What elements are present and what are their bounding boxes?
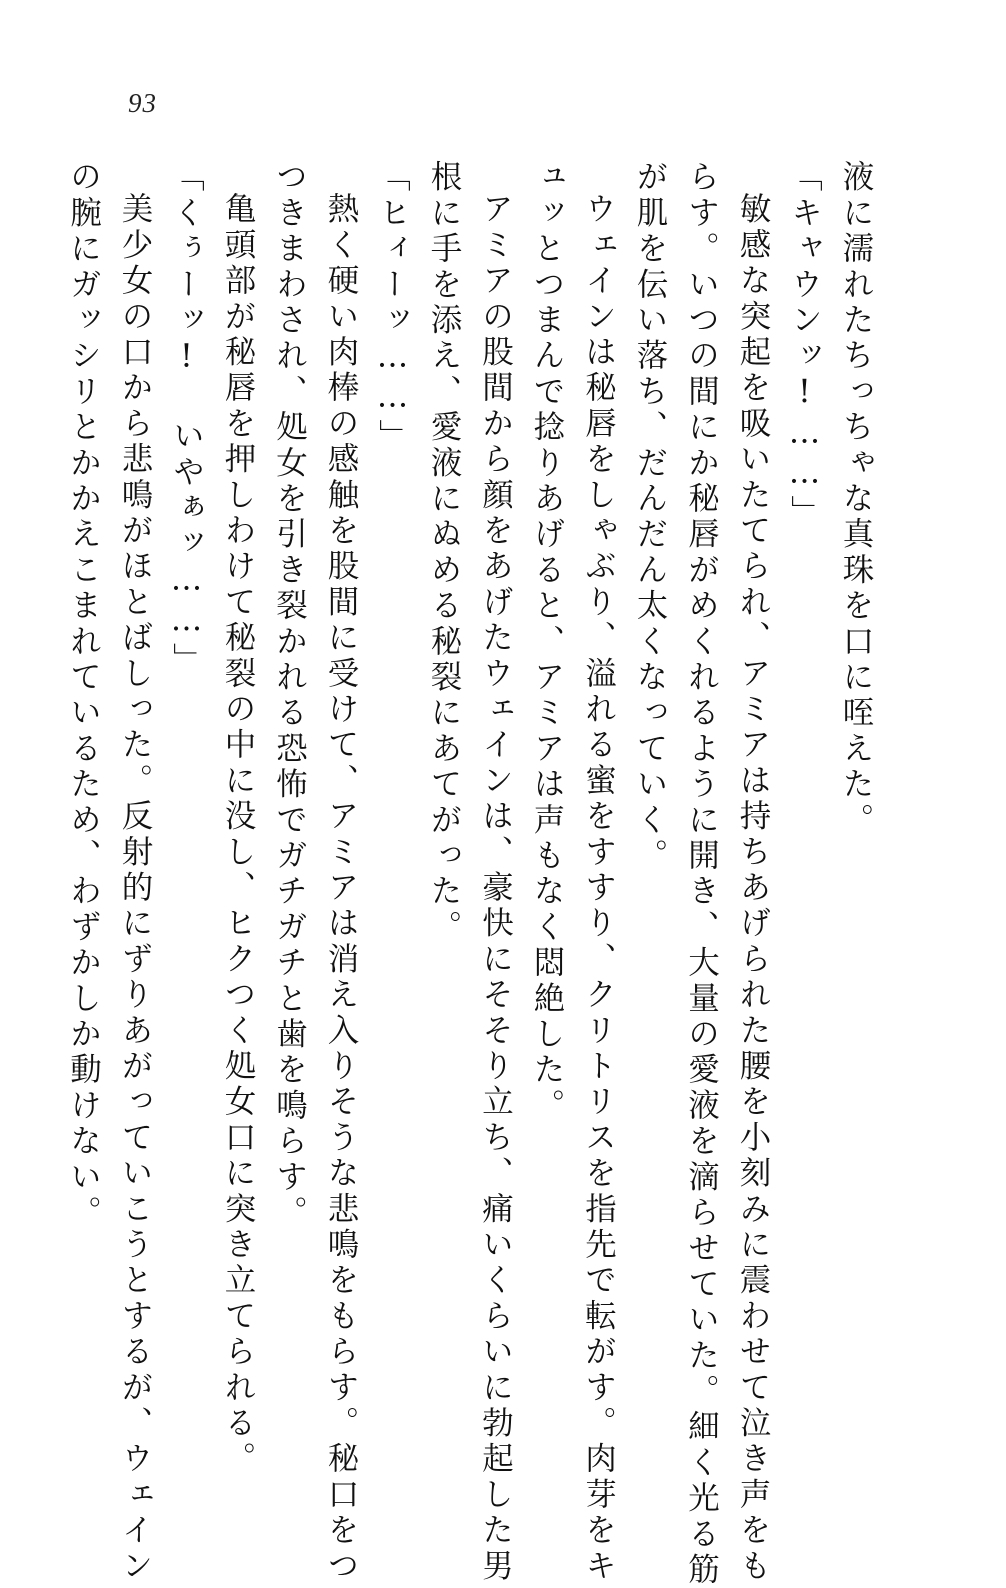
- body-text: [57, 160, 881, 1588]
- text-line: の腕にガッシリとかかえこまれているため、わずかしか動けない。: [65, 160, 102, 1231]
- dialogue-line: 「くぅーッ! いやぁッ……」: [168, 160, 205, 678]
- text-line: 美少女の口から悲鳴がほとばしった。反射的にずりあがっていこうとするが、ウェイン: [117, 191, 153, 1584]
- text-line: らす。いつの間にか秘唇がめくれるように開き、大量の愛液を滴らせていた。細く光る筋: [683, 160, 720, 1588]
- dialogue-line: 「キャウンッ!……」: [786, 160, 823, 531]
- page-number: 93: [128, 88, 157, 118]
- dialogue-line: 「ヒィーッ……」: [374, 160, 411, 455]
- text-line: ュッとつまんで捻りあげると、アミアは声もなく悶絶した。: [529, 160, 565, 1124]
- text-line: アミアの股間から顔をあげたウェインは、豪快にそそり立ち、痛いくらいに勃起した男: [477, 191, 514, 1584]
- text-line: ウェインは秘唇をしゃぶり、溢れる蜜をすすり、クリトリスを指先で転がす。肉芽をキ: [580, 191, 617, 1584]
- text-line: 熱く硬い肉棒の感触を股間に受けて、アミアは消え入りそうな悲鳴をもらす。秘口をつ: [323, 191, 359, 1584]
- text-line: 根に手を添え、愛液にぬめる秘裂にあてがった。: [426, 160, 462, 946]
- text-line: が肌を伝い落ち、だんだん太くなっていく。: [632, 160, 668, 874]
- text-line: 亀頭部が秘唇を押しわけて秘裂の中に没し、ヒクつく処女口に突き立てられる。: [220, 191, 256, 1477]
- text-line: つきまわされ、処女を引き裂かれる恐怖でガチガチと歯を鳴らす。: [271, 160, 308, 1231]
- text-line: 敏感な突起を吸いたてられ、アミアは持ちあげられた腰を小刻みに震わせて泣き声をも: [735, 191, 771, 1584]
- text-line: 液に濡れたちっちゃな真珠を口に咥えた。: [838, 160, 874, 839]
